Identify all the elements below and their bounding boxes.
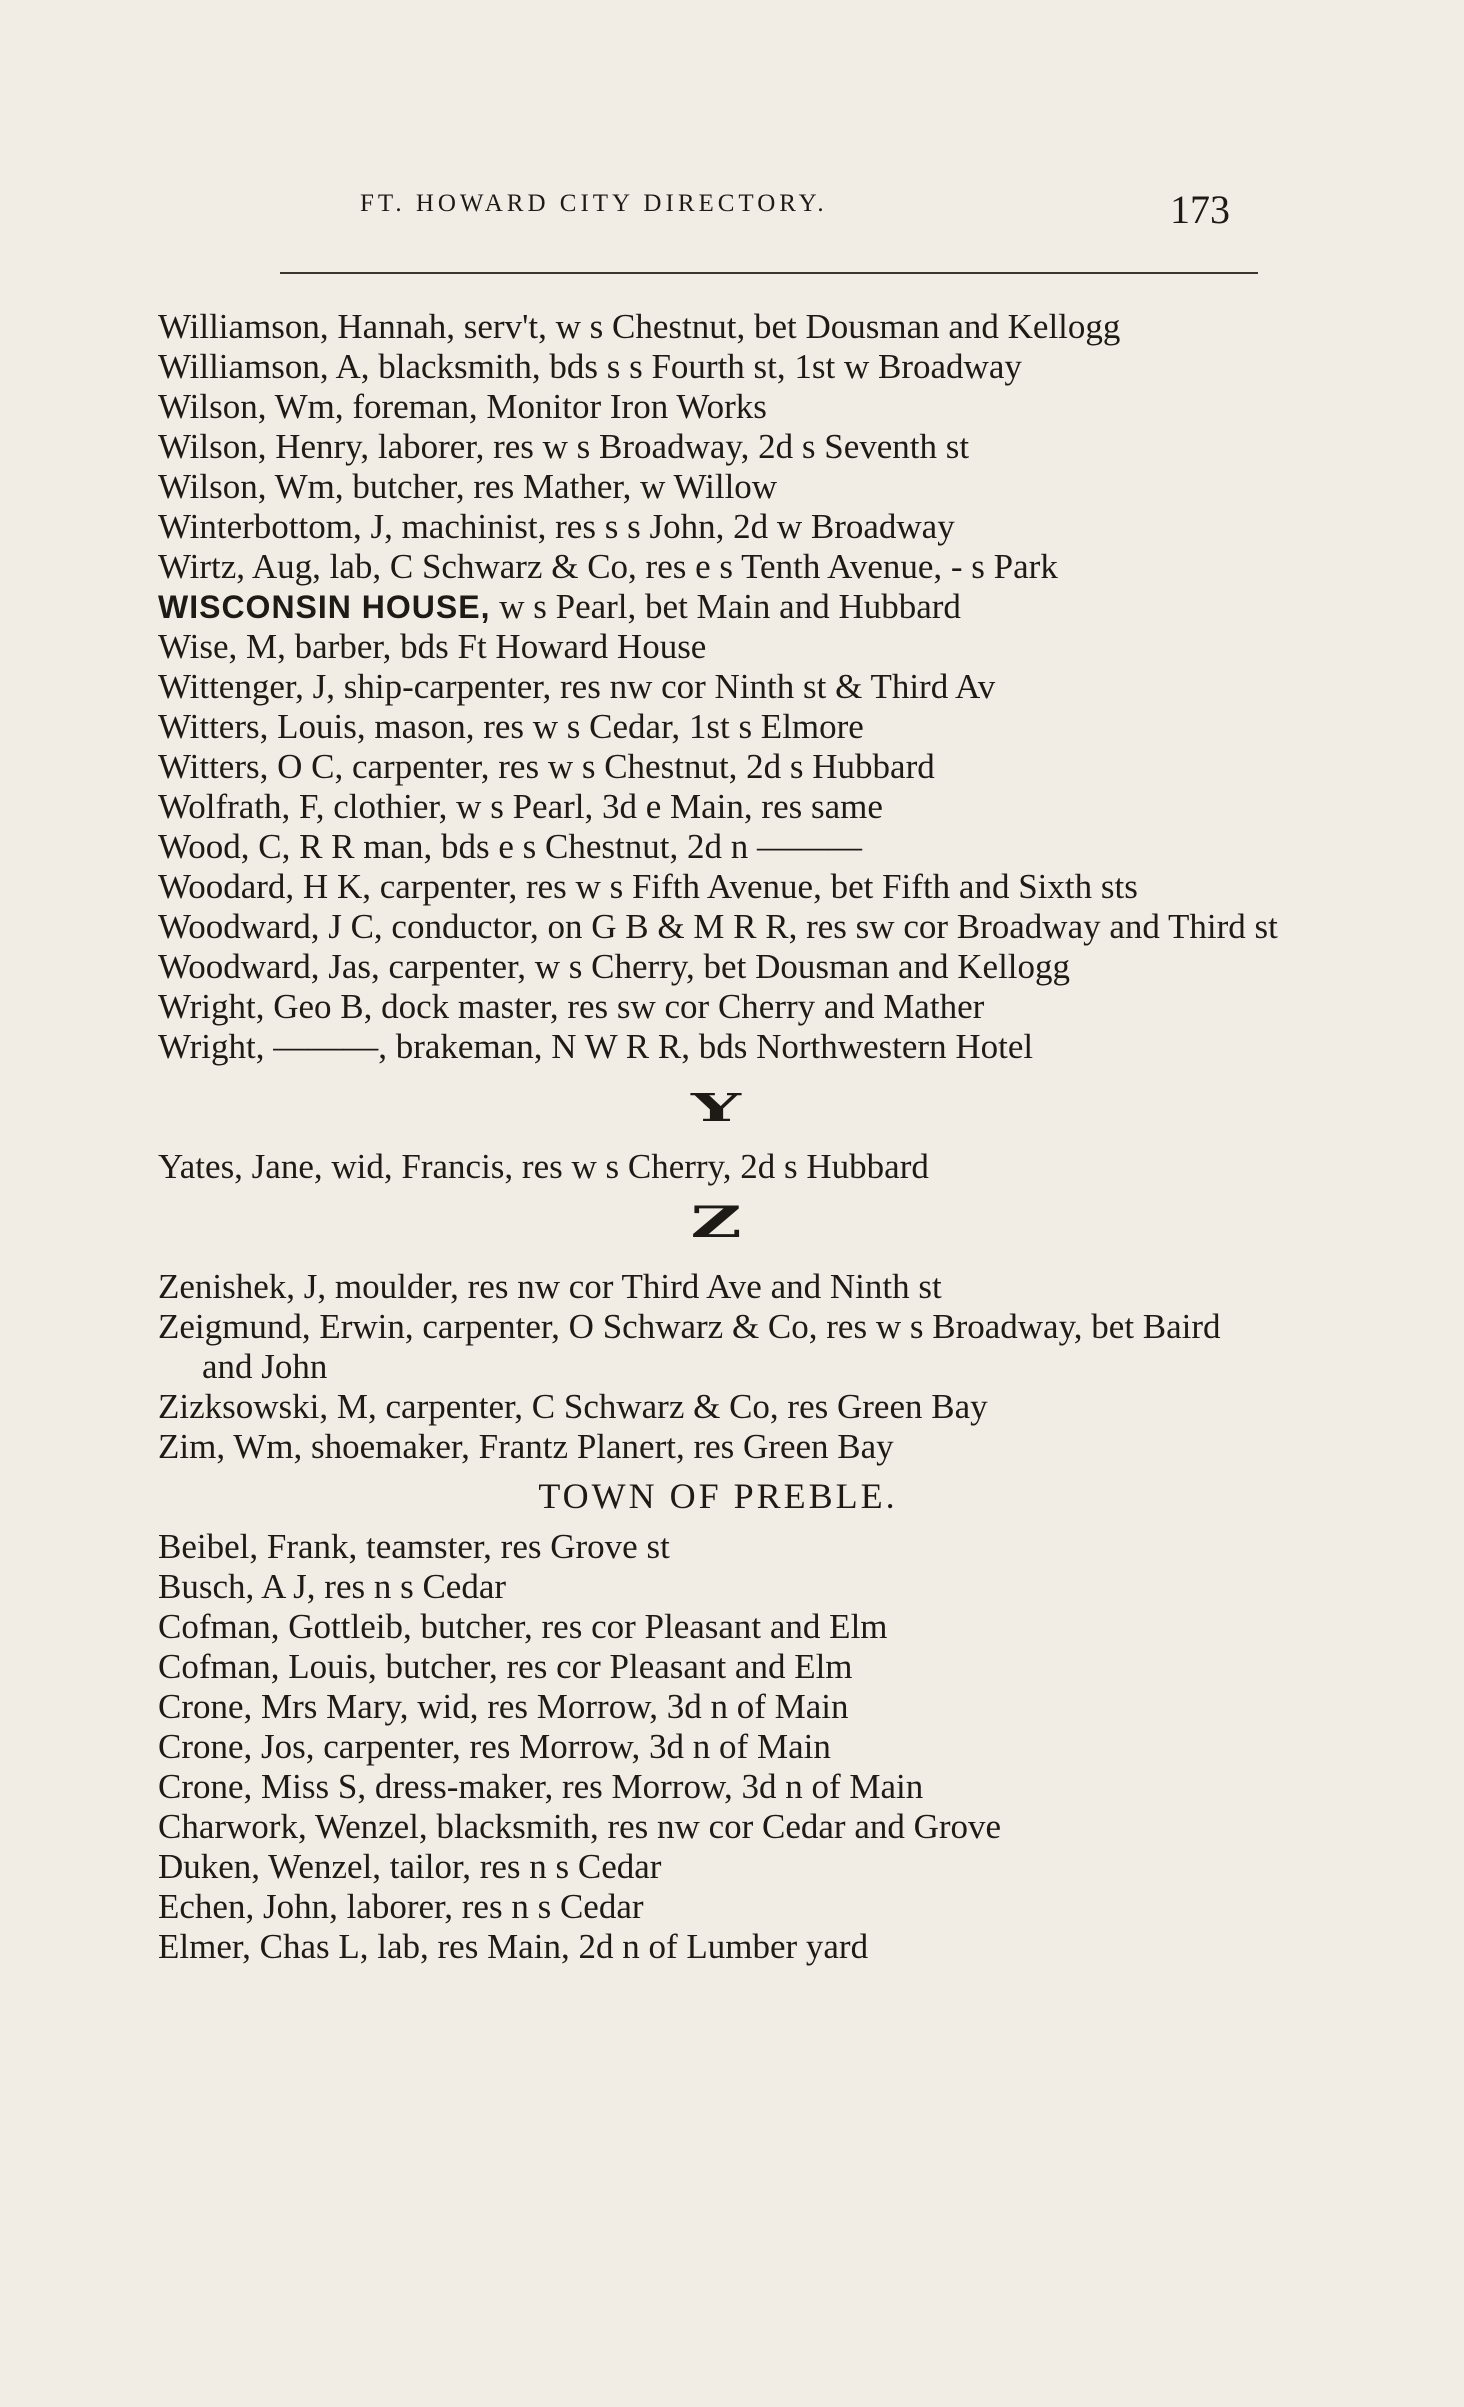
directory-entry: Wirtz, Aug, lab, C Schwarz & Co, res e s Tenth Avenue, - s Park bbox=[158, 547, 1058, 586]
directory-entry: Cofman, Louis, butcher, res cor Pleasant and Elm bbox=[158, 1647, 853, 1686]
directory-entry: Beibel, Frank, teamster, res Grove st bbox=[158, 1527, 670, 1566]
directory-entry: Witters, O C, carpenter, res w s Chestnut, 2d s Hubbard bbox=[158, 747, 935, 786]
directory-entry: Busch, A J, res n s Cedar bbox=[158, 1567, 507, 1606]
directory-entry: Wright, ———, brakeman, N W R R, bds Northwestern Hotel bbox=[158, 1027, 1034, 1066]
running-title: FT. HOWARD CITY DIRECTORY. bbox=[360, 190, 828, 217]
letter-heading-y: Y bbox=[691, 1084, 745, 1131]
entries-w-list bbox=[158, 307, 1278, 587]
directory-entry: Wilson, Wm, foreman, Monitor Iron Works bbox=[158, 387, 767, 426]
directory-entry: Woodward, Jas, carpenter, w s Cherry, bet Dousman and Kellogg bbox=[158, 947, 1071, 986]
directory-entry: Wright, Geo B, dock master, res sw cor Cherry and Mather bbox=[158, 987, 985, 1026]
directory-entry: Witters, Louis, mason, res w s Cedar, 1st s Elmore bbox=[158, 707, 864, 746]
directory-entries bbox=[158, 307, 1278, 1967]
directory-entry: Zim, Wm, shoemaker, Frantz Planert, res Green Bay bbox=[158, 1427, 894, 1466]
directory-entry-wisconsin-house bbox=[158, 587, 1278, 627]
header-rule bbox=[280, 272, 1258, 274]
directory-entry: Winterbottom, J, machinist, res s s John, 2d w Broadway bbox=[158, 507, 955, 546]
entries-w2-list bbox=[158, 627, 1278, 1067]
hotel-name: WISCONSIN HOUSE, bbox=[158, 589, 491, 625]
hotel-address: w s Pearl, bet Main and Hubbard bbox=[490, 587, 961, 626]
directory-entry: Wood, C, R R man, bds e s Chestnut, 2d n ——— bbox=[158, 827, 862, 866]
directory-entry: Crone, Jos, carpenter, res Morrow, 3d n of Main bbox=[158, 1727, 831, 1766]
directory-entry: Wilson, Henry, laborer, res w s Broadway, 2d s Seventh st bbox=[158, 427, 970, 466]
directory-entry: Duken, Wenzel, tailor, res n s Cedar bbox=[158, 1847, 662, 1886]
entries-z-list bbox=[158, 1267, 1278, 1467]
directory-entry: Zeigmund, Erwin, carpenter, O Schwarz & Co, res w s Broadway, bet Baird and John bbox=[158, 1307, 1221, 1386]
directory-entry: Wittenger, J, ship-carpenter, res nw cor Ninth st & Third Av bbox=[158, 667, 996, 706]
directory-entry: Elmer, Chas L, lab, res Main, 2d n of Lumber yard bbox=[158, 1927, 869, 1966]
directory-entry: Woodward, J C, conductor, on G B & M R R, res sw cor Broadway and Third st bbox=[158, 907, 1278, 946]
letter-heading-z: Z bbox=[690, 1195, 746, 1248]
directory-entry: Cofman, Gottleib, butcher, res cor Pleasant and Elm bbox=[158, 1607, 888, 1646]
entries-preble-list bbox=[158, 1525, 1278, 1967]
entries-y-list bbox=[158, 1147, 1278, 1187]
directory-entry: Yates, Jane, wid, Francis, res w s Cherry, 2d s Hubbard bbox=[158, 1147, 929, 1186]
directory-entry: Zizksowski, M, carpenter, C Schwarz & Co, res Green Bay bbox=[158, 1387, 988, 1426]
directory-entry: Wise, M, barber, bds Ft Howard House bbox=[158, 627, 707, 666]
directory-entry: Charwork, Wenzel, blacksmith, res nw cor Cedar and Grove bbox=[158, 1807, 1002, 1846]
running-head bbox=[280, 186, 1260, 236]
directory-entry: Woodard, H K, carpenter, res w s Fifth Avenue, bet Fifth and Sixth sts bbox=[158, 867, 1138, 906]
directory-entry: Crone, Miss S, dress-maker, res Morrow, 3d n of Main bbox=[158, 1767, 924, 1806]
directory-entry: Wolfrath, F, clothier, w s Pearl, 3d e Main, res same bbox=[158, 787, 883, 826]
directory-entry: Echen, John, laborer, res n s Cedar bbox=[158, 1887, 644, 1926]
section-title-preble: TOWN OF PREBLE. bbox=[538, 1476, 898, 1516]
page-number: 173 bbox=[1170, 187, 1230, 232]
directory-entry: Wilson, Wm, butcher, res Mather, w Willow bbox=[158, 467, 778, 506]
directory-entry: Williamson, A, blacksmith, bds s s Fourth st, 1st w Broadway bbox=[158, 347, 1022, 386]
directory-entry: Crone, Mrs Mary, wid, res Morrow, 3d n of Main bbox=[158, 1687, 849, 1726]
directory-entry: Williamson, Hannah, serv't, w s Chestnut, bet Dousman and Kellogg bbox=[158, 307, 1121, 346]
directory-entry: Zenishek, J, moulder, res nw cor Third Ave and Ninth st bbox=[158, 1267, 942, 1306]
